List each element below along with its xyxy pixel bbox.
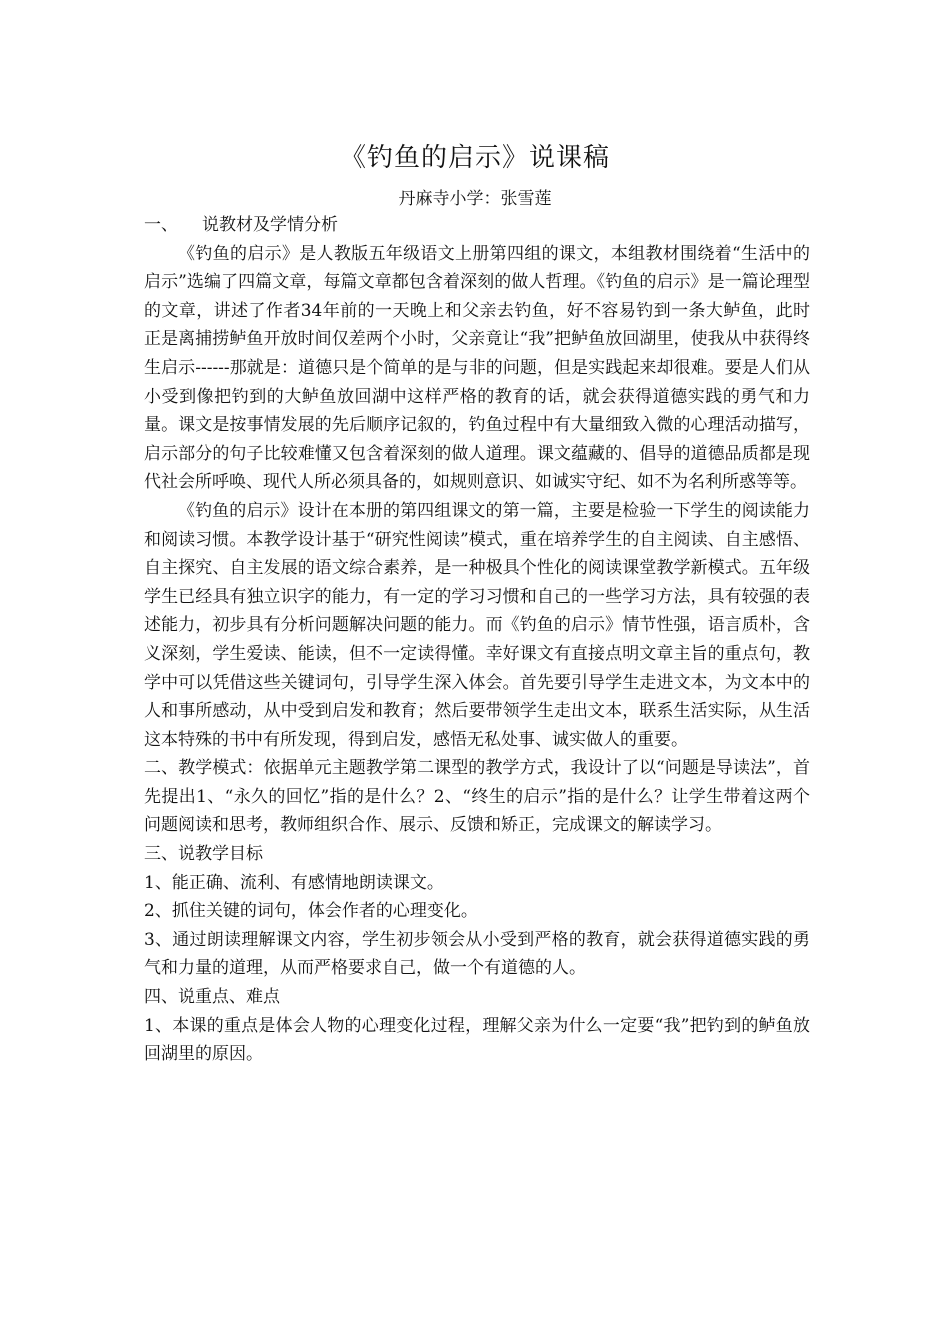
list-item: 1、能正确、流利、有感情地朗读课文。 [144, 872, 444, 893]
section-2-paragraph: 二、教学模式：依据单元主题教学第二课型的教学方式，我设计了以“问题是导读法”，首先提出1、“永久的回忆”指的是什么？2、“终生的启示”指的是什么？让学生带着这两个问题阅读和思考，教师组织合作、展示、反馈和矫正，完成课文的解读学习。 [144, 758, 810, 836]
author-line: 丹麻寺小学：张雪莲 [398, 189, 552, 209]
document-title: 《钓鱼的启示》说课稿 [339, 143, 610, 173]
list-item: 1、本课的重点是体会人物的心理变化过程，理解父亲为什么一定要“我”把钓到的鲈鱼放回湖里的原因。 [144, 1015, 810, 1065]
section-title-1: 说教材及学情分析 [202, 215, 338, 235]
section-heading-4: 四、说重点、难点 [144, 987, 280, 1008]
list-item: 3、通过朗读理解课文内容，学生初步领会从小受到严格的教育，就会获得道德实践的勇气和力量的道理，从而严格要求自己，做一个有道德的人。 [144, 929, 810, 979]
section-heading-3: 三、说教学目标 [144, 844, 263, 865]
list-item: 2、抓住关键的词句，体会作者的心理变化。 [144, 901, 478, 922]
paragraph: 《钓鱼的启示》设计在本册的第四组课文的第一篇，主要是检验一下学生的阅读能力和阅读习惯。本教学设计基于“研究性阅读”模式，重在培养学生的自主阅读、自主感悟、自主探究、自主发展的语文综合素养，是一种极具个性化的阅读课堂教学新模式。五年级学生已经具有独立识字的能力，有一定的学习习惯和自己的一些学习方法，具有较强的表述能力，初步具有分析问题解决问题的能力。而《钓鱼的启示》情节性强，语言质朴，含义深刻，学生爱读、能读，但不一定读得懂。幸好课文有直接点明文章主旨的重点句，教学中可以凭借这些关键词句，引导学生深入体会。首先要引导学生走进文本，为文本中的人和事所感动，从中受到启发和教育；然后要带领学生走出文本，联系生活实际，从生活这本特殊的书中有所发现，得到启发，感悟无私处事、诚实做人的重要。 [144, 500, 810, 750]
section-heading-1 [144, 211, 810, 240]
document-body [144, 211, 810, 1069]
section-number-1: 一、 [144, 215, 178, 235]
paragraph: 《钓鱼的启示》是人教版五年级语文上册第四组的课文，本组教材围绕着“生活中的启示”选编了四篇文章，每篇文章都包含着深刻的做人哲理。《钓鱼的启示》是一篇论理型的文章，讲述了作者34年前的一天晚上和父亲去钓鱼，好不容易钓到一条大鲈鱼，此时正是离捕捞鲈鱼开放时间仅差两个小时，父亲竟让“我”把鲈鱼放回湖里，使我从中获得终生启示------那就是：道德只是个简单的是与非的问题，但是实践起来却很难。要是人们从小受到像把钓到的大鲈鱼放回湖中这样严格的教育的话，就会获得道德实践的勇气和力量。课文是按事情发展的先后顺序记叙的，钓鱼过程中有大量细致入微的心理活动描写，启示部分的句子比较难懂又包含着深刻的做人道理。课文蕴藏的、倡导的道德品质都是现代社会所呼唤、现代人所必须具备的，如规则意识、如诚实守纪、如不为名利所惑等等。 [144, 243, 810, 493]
